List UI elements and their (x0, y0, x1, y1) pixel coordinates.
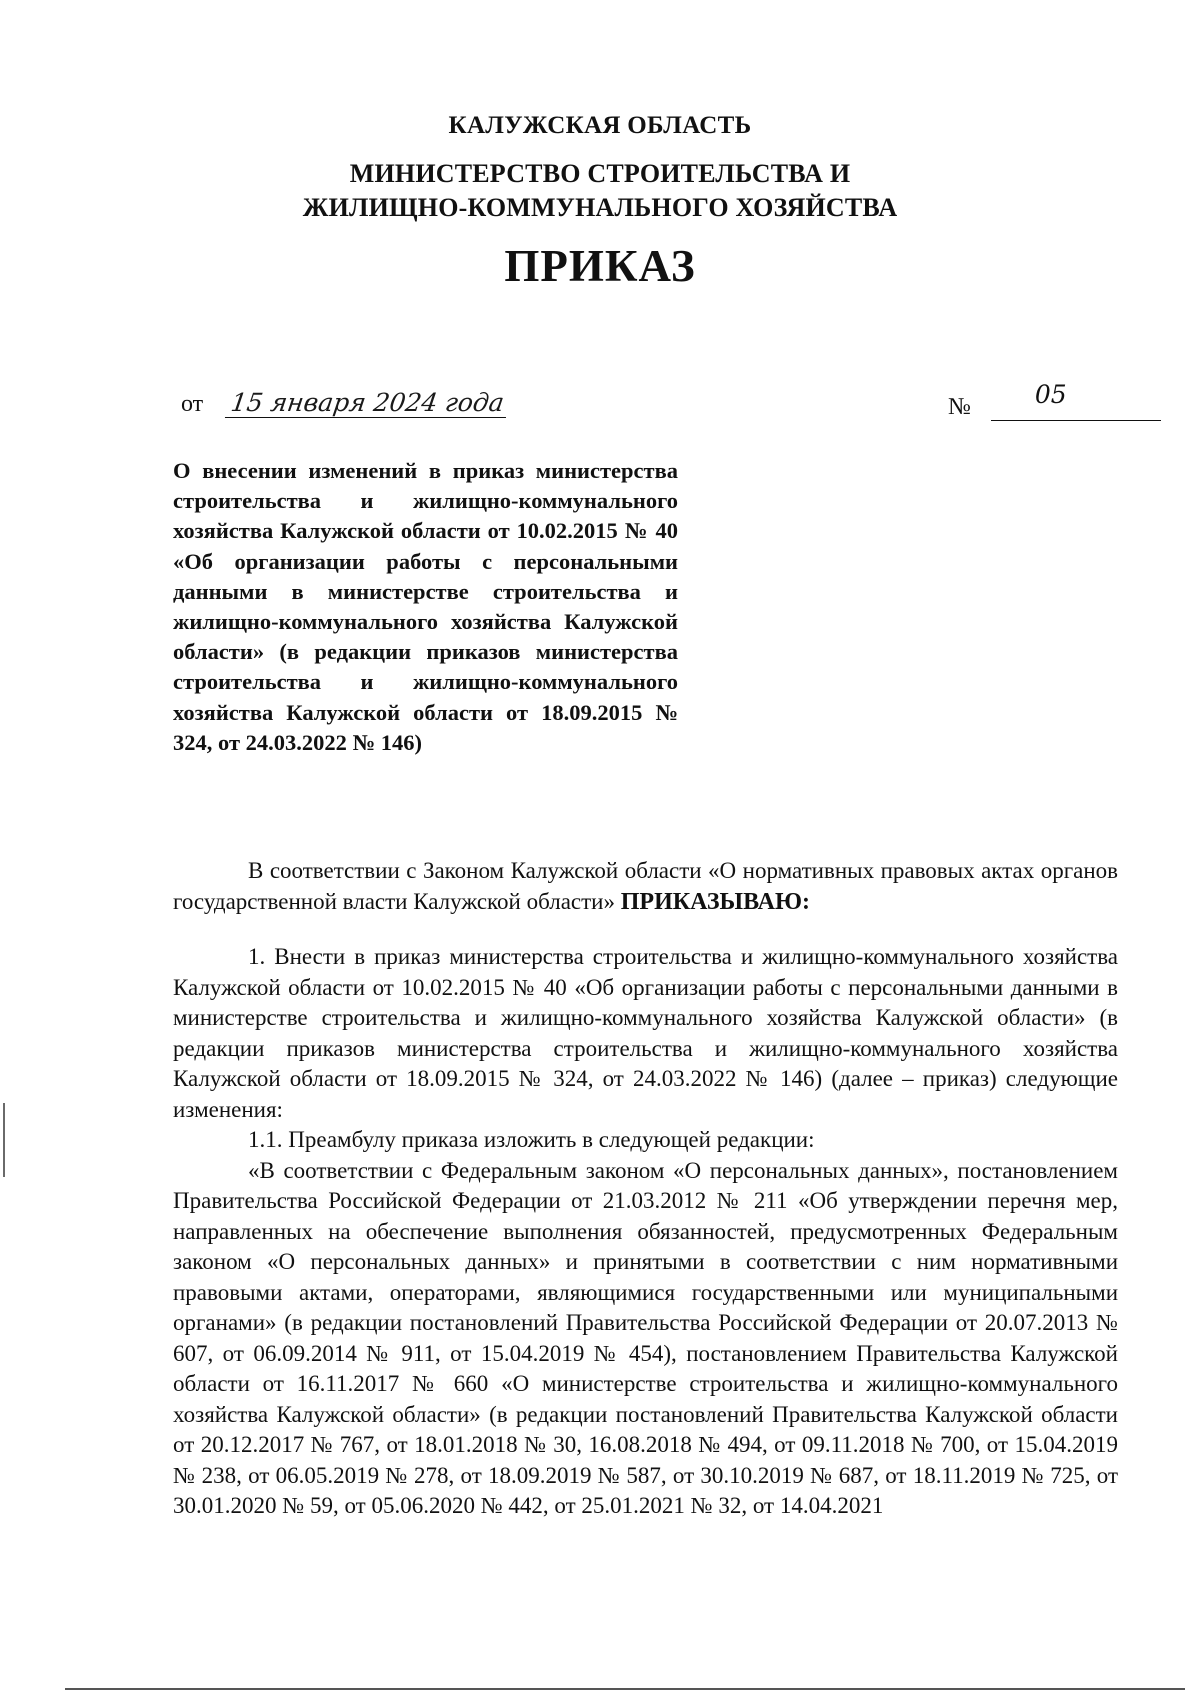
scan-bottom-line (65, 1688, 1185, 1690)
number-handwritten: 05 (1034, 380, 1067, 409)
scan-margin-mark (3, 1103, 5, 1177)
date-prefix: от (181, 391, 204, 417)
ministry-heading-line2: ЖИЛИЩНО-КОММУНАЛЬНОГО ХОЗЯЙСТВА (302, 193, 898, 222)
item-1-1: 1.1. Преамбулу приказа изложить в следующей редакции: (248, 1127, 815, 1152)
order-subject: О внесении изменений в приказ министерства строительства и жилищно-коммунального хозяйства Калужской области от 10.02.2015 № 40 «Об организации работы с персональными данными в министерстве строительства и жилищно-коммунального хозяйства Калужской области» (в редакции приказов министерства строительства и жилищно-коммунального хозяйства Калужской области от 18.09.2015 № 324, от 24.03.2022 № 146) (173, 458, 678, 755)
preamble-quote: «В соответствии с Федеральным законом «О персональных данных», постановлением Правительства Российской Федерации от 21.03.2012 № 211 «Об утверждении перечня мер, направленных на обеспечение выполнения обязанностей, предусмотренных Федеральным законом «О персональных данных» и принятыми в соответствии с ним нормативными правовыми актами, операторами, являющимися государственными или муниципальными органами» (в редакции постановлений Правительства Российской Федерации от 20.07.2013 № 607, от 06.09.2014 № 911, от 15.04.2019 № 454), постановлением Правительства Калужской области от 16.11.2017 № 660 «О министерстве строительства и жилищно-коммунального хозяйства Калужской области» (в редакции постановлений Правительства Калужской области от 20.12.2017 № 767, от 18.01.2018 № 30, 16.08.2018 № 494, от 09.11.2018 № 700, от 15.04.2019 № 238, от 06.05.2019 № 278, от 18.09.2019 № 587, от 30.10.2019 № 687, от 18.11.2019 № 725, от 30.01.2020 № 59, от 05.06.2020 № 442, от 25.01.2021 № 32, от 14.04.2021 (173, 1157, 1118, 1518)
number-field (991, 380, 1161, 421)
number-label: № (948, 394, 971, 420)
region-heading: КАЛУЖСКАЯ ОБЛАСТЬ (448, 112, 752, 139)
order-body (173, 856, 1118, 1522)
item-1: 1. Внести в приказ министерства строительства и жилищно-коммунального хозяйства Калужской области от 10.02.2015 № 40 «Об организации работы с персональными данными в министерстве строительства и жилищно-коммунального хозяйства Калужской области» (в редакции приказов министерства строительства и жилищно-коммунального хозяйства Калужской области от 18.09.2015 № 324, от 24.03.2022 № 146) (далее – приказ) следующие изменения: (173, 944, 1118, 1122)
document-type-title: ПРИКАЗ (504, 241, 696, 291)
preamble-text: В соответствии с Законом Калужской области «О нормативных правовых актах органов государственной власти Калужской области» (173, 858, 1118, 914)
date-handwritten: 15 января 2024 года (225, 388, 510, 418)
ministry-heading-line1: МИНИСТЕРСТВО СТРОИТЕЛЬСТВА И (349, 159, 851, 188)
document-number (948, 380, 1161, 421)
order-word: ПРИКАЗЫВАЮ: (620, 888, 810, 915)
preamble-paragraph (173, 856, 1118, 917)
document-date (181, 388, 508, 418)
